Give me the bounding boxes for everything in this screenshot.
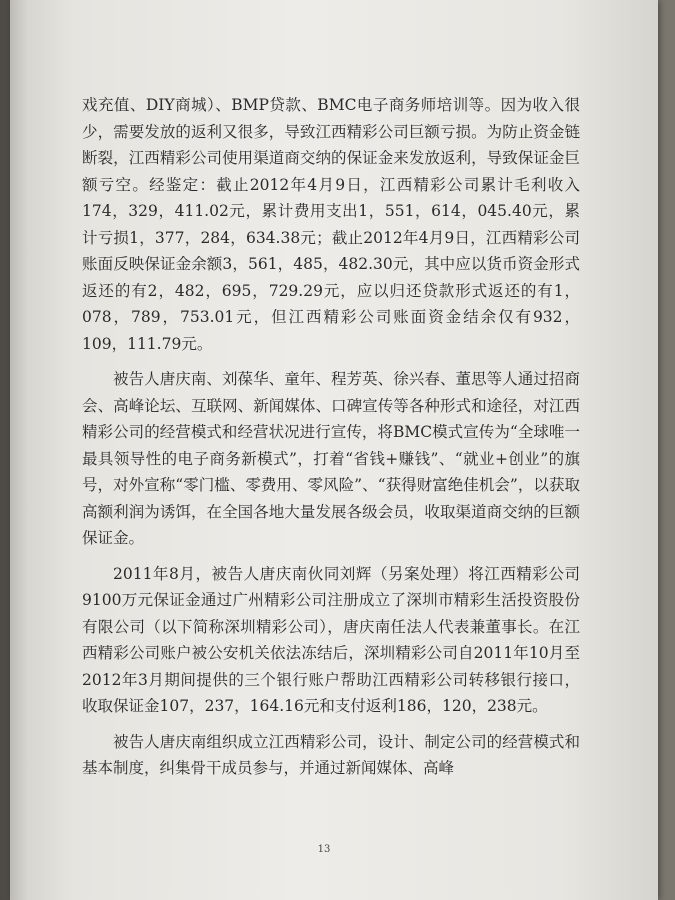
page-binding-edge [10,0,28,900]
paragraph-shenzhen-company: 2011年8月，被告人唐庆南伙同刘辉（另案处理）将江西精彩公司9100万元保证金通过广州精彩公司注册成立了深圳市精彩生活投资股份有限公司（以下简称深圳精彩公司），唐庆南任法人代表兼董事长。在江西精彩公司账户被公安机关依法冻结后，深圳精彩公司自2011年10月至2012年3月期间提供的三个银行账户帮助江西精彩公司转移银行接口，收取保证金107，237，164.16元和支付返利186，120，238元。 [82,564,580,715]
paragraph-organizer: 被告人唐庆南组织成立江西精彩公司，设计、制定公司的经营模式和基本制度，纠集骨干成员参与，并通过新闻媒体、高峰 [82,732,580,777]
paragraph-promotion: 被告人唐庆南、刘葆华、童年、程芳英、徐兴春、董思等人通过招商会、高峰论坛、互联网、新闻媒体、口碑宣传等各种形式和途径，对江西精彩公司的经营模式和经营状况进行宣传，将BMC模式宣传为“全球唯一最具领导性的电子商务新模式”，打着“省钱+赚钱”、“就业+创业”的旗号，对外宣称“零门槛、零费用、零风险”、“获得财富绝佳机会”，以获取高额利润为诱饵，在全国各地大量发展各级会员，收取渠道商交纳的巨额保证金。 [82,370,580,547]
document-body [82,92,580,782]
page-number: 13 [317,844,331,855]
paragraph-continuation: 戏充值、DIY商城）、BMP贷款、BMC电子商务师培训等。因为收入很少，需要发放的返利又很多，导致江西精彩公司巨额亏损。为防止资金链断裂，江西精彩公司使用渠道商交纳的保证金来发放返利，导致保证金巨额亏空。经鉴定：截止2012年4月9日，江西精彩公司累计毛利收入174，329，411.02元，累计费用支出1，551，614，045.40元，累计亏损1，377，284，634.38元；截止2012年4月9日，江西精彩公司账面反映保证金余额3，561，485，482.30元，其中应以货币资金形式返还的有2，482，695，729.29元，应以归还贷款形式返还的有1，078，789，753.01元，但江西精彩公司账面资金结余仅有932，109，111.79元。 [82,96,580,353]
